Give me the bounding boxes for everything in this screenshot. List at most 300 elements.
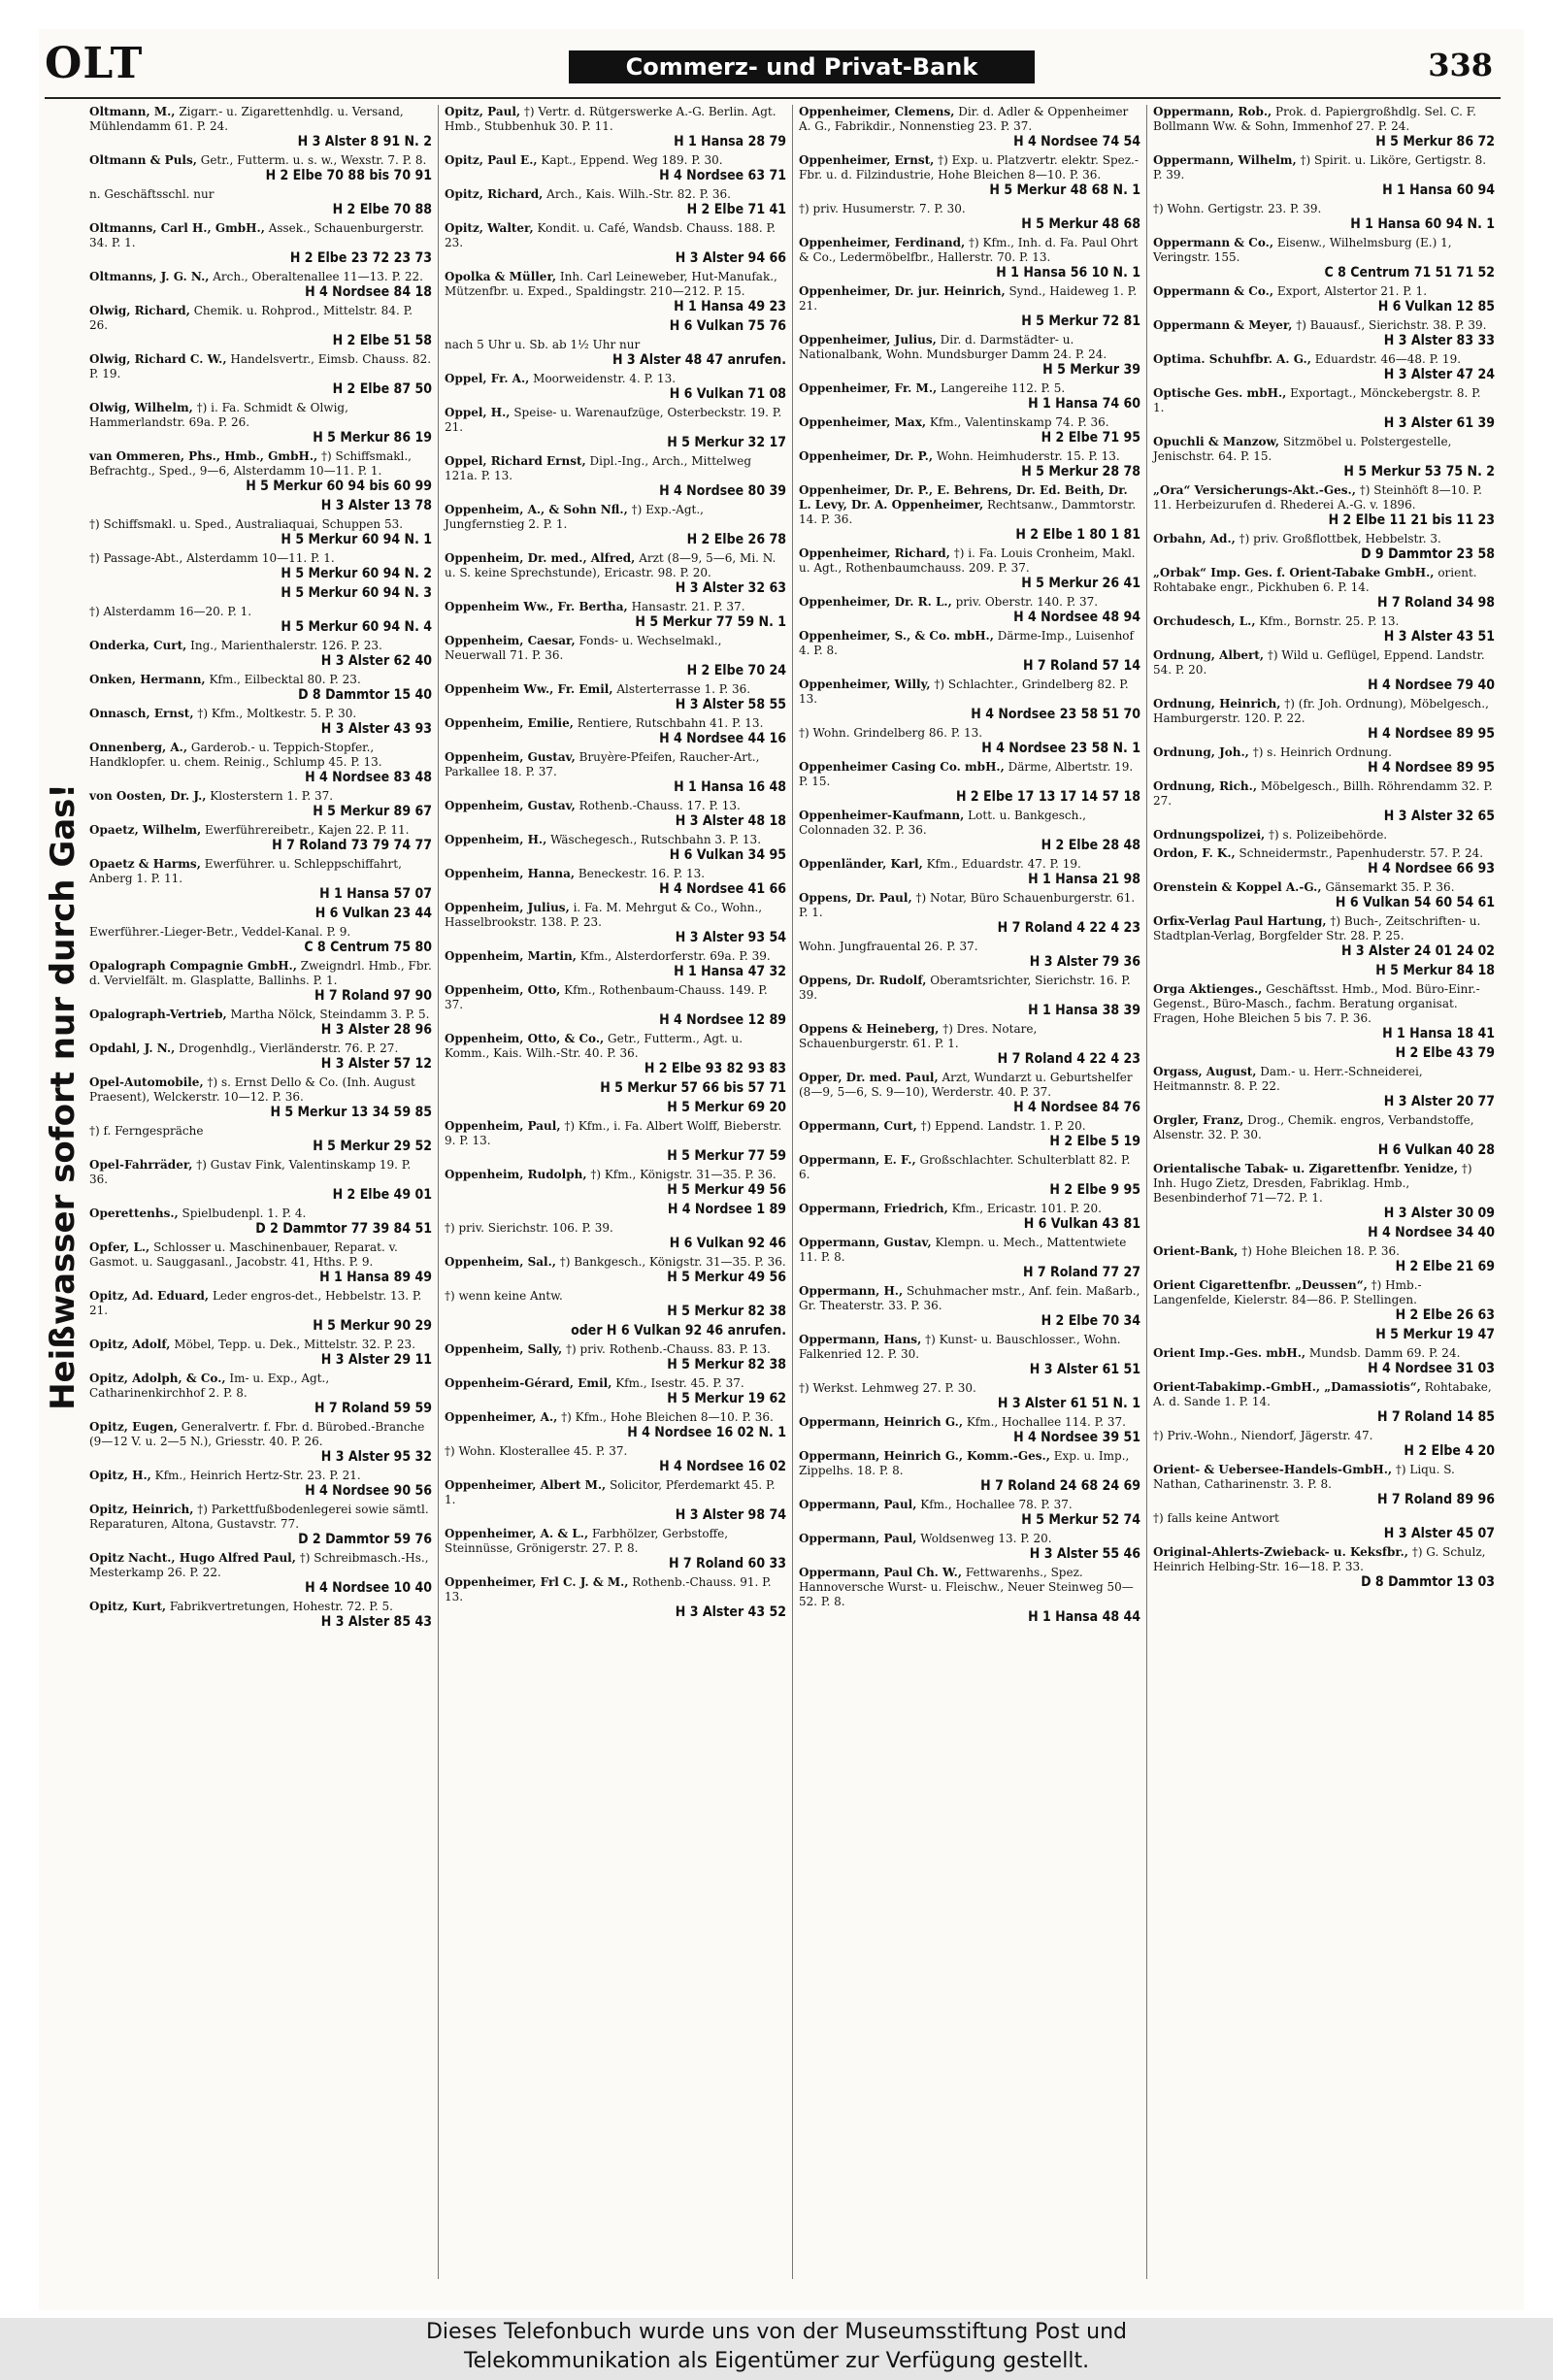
entry-details: †) Bankgesch., Königstr. 31—35. P. 36. bbox=[559, 1255, 786, 1269]
entry-details: Kfm., Isestr. 45. P. 37. bbox=[615, 1376, 744, 1390]
entry-phone: H 4 Nordsee 16 02 N. 1 bbox=[627, 1425, 786, 1440]
entry-body bbox=[89, 1041, 432, 1056]
entry-name: Oppenheimer, Ferdinand, bbox=[799, 236, 966, 249]
entry-name: Opper, Dr. med. Paul, bbox=[799, 1071, 939, 1084]
directory-entry bbox=[1153, 614, 1495, 645]
entry-phone: H 5 Merkur 82 38 bbox=[667, 1357, 786, 1372]
entry-body bbox=[1153, 386, 1495, 415]
entry-phone: H 1 Hansa 57 07 bbox=[319, 886, 432, 902]
entry-phone: H 5 Merkur 60 94 bis 60 99 bbox=[246, 479, 432, 494]
entry-details: Dir. d. Adler & Oppenheimer A. G., Fabrikdir., Nonnenstieg 23. P. 37. bbox=[799, 105, 1129, 133]
entry-name: Opitz, Ad. Eduard, bbox=[89, 1289, 210, 1303]
directory-entry bbox=[89, 925, 432, 955]
entry-name: Oppenheimer, Albert M., bbox=[445, 1478, 607, 1492]
entry-details: Klosterstern 1. P. 37. bbox=[210, 789, 334, 803]
entry-details: Eisenw., Wilhelmsburg (E.) 1, Veringstr. 155. bbox=[1153, 236, 1452, 264]
entry-name: Oppermann, Paul Ch. W., bbox=[799, 1566, 962, 1579]
entry-body bbox=[445, 1032, 786, 1061]
entry-body bbox=[799, 809, 1140, 838]
entry-phone: H 2 Elbe 17 13 17 14 57 18 bbox=[955, 789, 1140, 805]
directory-entry bbox=[445, 682, 786, 712]
entry-phone: H 7 Roland 97 90 bbox=[314, 988, 432, 1004]
directory-entry bbox=[799, 1119, 1140, 1149]
entry-name: Ordnung, Joh., bbox=[1153, 745, 1249, 759]
entry-details: †) Buch-, Zeitschriften- u. Stadtplan-Verlag, Borgfelder Str. 28. P. 25. bbox=[1153, 914, 1481, 942]
entry-name: Oppermann, Hans, bbox=[799, 1333, 922, 1346]
entry-name: Oppenheimer, Dr. jur. Heinrich, bbox=[799, 284, 1006, 298]
entry-name: Oppermann, Paul, bbox=[799, 1498, 917, 1511]
directory-entry bbox=[445, 716, 786, 746]
entry-details: Bruyère-Pfeifen, Raucher-Art., Parkallee 18. P. 37. bbox=[445, 750, 760, 778]
entry-name: Oppermann, Heinrich G., Komm.-Ges., bbox=[799, 1449, 1050, 1463]
entry-phone: D 2 Dammtor 77 39 84 51 bbox=[255, 1221, 432, 1237]
directory-entry bbox=[445, 1323, 786, 1339]
entry-name: Opitz, Walter, bbox=[445, 221, 534, 235]
entry-details: Kfm., Bornstr. 25. P. 13. bbox=[1259, 614, 1400, 628]
entry-details: Wohn. Jungfrauental 26. P. 37. bbox=[799, 940, 978, 953]
entry-phone: H 7 Roland 14 85 bbox=[1376, 1409, 1495, 1425]
entry-name: Oppenheimer, A. & L., bbox=[445, 1527, 589, 1540]
entry-phone: H 5 Merkur 48 68 bbox=[1021, 216, 1140, 232]
entry-body bbox=[445, 1527, 786, 1556]
entry-phone: H 3 Alster 61 39 bbox=[1383, 415, 1495, 431]
entry-name: Oppens, Dr. Paul, bbox=[799, 891, 912, 905]
entry-name: Opitz, Kurt, bbox=[89, 1600, 167, 1613]
entry-phone: H 2 Elbe 93 82 93 83 bbox=[644, 1061, 786, 1076]
entry-phone: H 4 Nordsee 83 48 bbox=[305, 770, 432, 785]
entry-name: Ordnung, Rich., bbox=[1153, 779, 1258, 793]
entry-body bbox=[89, 1372, 432, 1401]
entry-phone: oder H 6 Vulkan 92 46 anrufen. bbox=[571, 1323, 786, 1339]
directory-entry bbox=[445, 867, 786, 897]
entry-name: Opitz, Paul E., bbox=[445, 153, 538, 167]
directory-entry bbox=[445, 1221, 786, 1251]
entry-body bbox=[89, 449, 432, 479]
directory-entry bbox=[1153, 1380, 1495, 1425]
entry-name: Opuchli & Manzow, bbox=[1153, 435, 1280, 448]
entry-body bbox=[1153, 202, 1495, 216]
entry-details: Garderob.- u. Teppich-Stopfer., Handklopfer. u. chem. Reinig., Schlump 45. P. 13. bbox=[89, 741, 382, 769]
entry-name: Optische Ges. mbH., bbox=[1153, 386, 1287, 400]
entry-details: Arch., Kais. Wilh.-Str. 82. P. 36. bbox=[546, 187, 731, 201]
entry-body bbox=[799, 449, 1140, 464]
entry-body bbox=[799, 333, 1140, 362]
directory-entry bbox=[89, 105, 432, 149]
directory-entry bbox=[799, 202, 1140, 232]
entry-name: Orient-Bank, bbox=[1153, 1244, 1239, 1258]
entry-body bbox=[445, 1119, 786, 1148]
entry-name: Oppenheim, Gustav, bbox=[445, 799, 576, 812]
entry-body bbox=[89, 1503, 432, 1532]
entry-body bbox=[89, 352, 432, 381]
directory-entry bbox=[445, 1376, 786, 1406]
directory-entry bbox=[799, 153, 1140, 198]
directory-entry bbox=[1153, 435, 1495, 479]
directory-entry bbox=[89, 639, 432, 669]
entry-phone: H 3 Alster 45 07 bbox=[1383, 1526, 1495, 1541]
entry-details: Sitzmöbel u. Polstergestelle, Jenischstr. 64. P. 15. bbox=[1153, 435, 1452, 463]
directory-entry bbox=[1153, 963, 1495, 978]
entry-body bbox=[799, 1381, 1140, 1396]
entry-phone: H 5 Merkur 26 41 bbox=[1021, 576, 1140, 591]
entry-phone: H 5 Merkur 13 34 59 85 bbox=[270, 1105, 432, 1120]
entry-phone: H 2 Elbe 4 20 bbox=[1404, 1443, 1495, 1459]
directory-entry bbox=[445, 454, 786, 499]
entry-body bbox=[799, 1566, 1140, 1609]
directory-entry bbox=[1153, 1327, 1495, 1342]
entry-details: †) Schreibmasch.-Hs., Mesterkamp 26. P. 22. bbox=[89, 1551, 429, 1579]
entry-phone: H 4 Nordsee 90 56 bbox=[305, 1483, 432, 1499]
entry-name: Operettenhs., bbox=[89, 1207, 179, 1220]
entry-body bbox=[445, 221, 786, 250]
entry-details: †) Steinhöft 8—10. P. 11. Herbeizurufen d. Rhederei A.-G. v. 1896. bbox=[1153, 483, 1482, 512]
directory-entry bbox=[799, 284, 1140, 329]
directory-column-2 bbox=[438, 105, 792, 2279]
directory-entry bbox=[89, 498, 432, 513]
entry-name: Oppens, Dr. Rudolf, bbox=[799, 974, 927, 987]
entry-phone: H 2 Elbe 70 34 bbox=[1041, 1313, 1140, 1329]
entry-phone: H 4 Nordsee 80 39 bbox=[659, 483, 786, 499]
entry-phone: H 7 Roland 73 79 74 77 bbox=[272, 838, 432, 853]
entry-body bbox=[445, 454, 786, 483]
directory-entry bbox=[445, 1575, 786, 1620]
directory-entry bbox=[445, 1080, 786, 1096]
entry-name: Oppenheim, Otto, & Co., bbox=[445, 1032, 605, 1045]
entry-details: Arzt (8—9, 5—6, Mi. N. u. S. keine Sprechstunde), Ericastr. 98. P. 20. bbox=[445, 551, 776, 579]
entry-phone: D 9 Dammtor 23 58 bbox=[1361, 546, 1495, 562]
entry-phone: H 4 Nordsee 41 66 bbox=[659, 881, 786, 897]
entry-details: †) Spirit. u. Liköre, Gertigstr. 8. P. 39. bbox=[1153, 153, 1487, 182]
entry-body bbox=[445, 1221, 786, 1236]
entry-body bbox=[89, 1158, 432, 1187]
directory-entry bbox=[1153, 846, 1495, 876]
entry-body bbox=[799, 483, 1140, 527]
directory-entry bbox=[89, 1469, 432, 1499]
entry-body bbox=[1153, 1511, 1495, 1526]
entry-name: Orgler, Franz, bbox=[1153, 1113, 1244, 1127]
entry-details: Handelsvertr., Eimsb. Chauss. 82. P. 19. bbox=[89, 352, 432, 380]
directory-entry bbox=[1153, 697, 1495, 742]
entry-phone: H 2 Elbe 49 01 bbox=[332, 1187, 432, 1203]
entry-details: Rechtsanw., Dammtorstr. 14. P. 36. bbox=[799, 498, 1137, 526]
entry-phone: H 3 Alster 30 09 bbox=[1383, 1206, 1495, 1221]
entry-phone: H 5 Merkur 19 47 bbox=[1375, 1327, 1495, 1342]
directory-entry bbox=[445, 1444, 786, 1474]
directory-entry bbox=[799, 1381, 1140, 1411]
entry-phone: H 1 Hansa 18 41 bbox=[1382, 1026, 1495, 1041]
entry-name: Oppel, Fr. A., bbox=[445, 372, 530, 385]
directory-entry bbox=[89, 959, 432, 1004]
entry-name: Orientalische Tabak- u. Zigarettenfbr. Yenidze, bbox=[1153, 1162, 1458, 1175]
entry-body bbox=[445, 1410, 786, 1425]
entry-name: Oppenheimer, Clemens, bbox=[799, 105, 955, 118]
directory-entry bbox=[1153, 566, 1495, 611]
entry-body bbox=[1153, 566, 1495, 595]
directory-entry bbox=[445, 1100, 786, 1115]
entry-phone: H 6 Vulkan 54 60 54 61 bbox=[1335, 895, 1495, 910]
directory-entry bbox=[89, 1041, 432, 1072]
entry-name: Oppenheim-Gérard, Emil, bbox=[445, 1376, 612, 1390]
entry-details: Kfm., Heinrich Hertz-Str. 23. P. 21. bbox=[154, 1469, 361, 1482]
entry-phone: H 4 Nordsee 10 40 bbox=[305, 1580, 432, 1596]
entry-name: „Orbak“ Imp. Ges. f. Orient-Tabake GmbH., bbox=[1153, 566, 1435, 579]
entry-body bbox=[1153, 614, 1495, 629]
entry-name: Oppenheim, Paul, bbox=[445, 1119, 561, 1133]
entry-body bbox=[89, 1420, 432, 1449]
entry-name: Oppenheimer, Willy, bbox=[799, 678, 931, 691]
entry-name: Orient-Tabakimp.-GmbH., „Damassiotis“, bbox=[1153, 1380, 1421, 1394]
entry-body bbox=[445, 1342, 786, 1357]
entry-body bbox=[1153, 1346, 1495, 1361]
entry-body bbox=[445, 1168, 786, 1182]
directory-entry bbox=[799, 1236, 1140, 1280]
entry-phone: H 4 Nordsee 1 89 bbox=[667, 1202, 786, 1217]
entry-phone: H 4 Nordsee 44 16 bbox=[659, 731, 786, 746]
entry-details: †) Bauausf., Sierichstr. 38. P. 39. bbox=[1296, 318, 1487, 332]
entry-name: Oppenheim, Emilie, bbox=[445, 716, 574, 730]
directory-entry bbox=[1153, 648, 1495, 693]
entry-name: Oppermann, Gustav, bbox=[799, 1236, 932, 1249]
entry-phone: H 7 Roland 89 96 bbox=[1376, 1492, 1495, 1507]
entry-details: †) Parkettfußbodenlegerei sowie sämtl. Reparaturen, Altona, Gustavstr. 77. bbox=[89, 1503, 429, 1531]
entry-phone: H 7 Roland 34 98 bbox=[1376, 595, 1495, 611]
entry-name: Opolka & Müller, bbox=[445, 270, 557, 283]
directory-entry bbox=[1153, 105, 1495, 149]
entry-body bbox=[89, 959, 432, 988]
directory-entry bbox=[799, 1284, 1140, 1329]
entry-body bbox=[445, 187, 786, 202]
entry-phone: H 3 Alster 13 78 bbox=[320, 498, 432, 513]
directory-entry bbox=[89, 1158, 432, 1203]
directory-entry bbox=[799, 891, 1140, 936]
entry-details: Schuhmacher mstr., Anf. fein. Maßarb., Gr. Theaterstr. 33. P. 36. bbox=[799, 1284, 1140, 1312]
entry-body bbox=[1153, 483, 1495, 512]
entry-name: Ordon, F. K., bbox=[1153, 846, 1236, 860]
entry-name: Oppenheim, Otto, bbox=[445, 983, 561, 997]
directory-entry bbox=[89, 517, 432, 547]
entry-details: Leder engros-det., Hebbelstr. 13. P. 21. bbox=[89, 1289, 422, 1317]
entry-details: Fonds- u. Wechselmakl., Neuerwall 71. P. 36. bbox=[445, 634, 722, 662]
directory-entry bbox=[445, 105, 786, 149]
entry-body bbox=[1153, 1463, 1495, 1492]
entry-phone: H 3 Alster 57 12 bbox=[320, 1056, 432, 1072]
entry-details: †) G. Schulz, Heinrich Helbing-Str. 16—18. P. 33. bbox=[1153, 1545, 1486, 1573]
entry-body bbox=[89, 1207, 432, 1221]
directory-entry bbox=[89, 585, 432, 601]
entry-phone: H 2 Elbe 11 21 bis 11 23 bbox=[1328, 512, 1495, 528]
directory-entry bbox=[445, 1168, 786, 1198]
entry-body bbox=[1153, 880, 1495, 895]
entry-phone: H 3 Alster 58 55 bbox=[675, 697, 786, 712]
entry-body bbox=[799, 1202, 1140, 1216]
directory-entry bbox=[445, 799, 786, 829]
entry-body bbox=[445, 551, 786, 580]
directory-column-3 bbox=[792, 105, 1146, 2279]
side-advertisement bbox=[39, 757, 87, 1437]
entry-body bbox=[1153, 1429, 1495, 1443]
footer-line-1: Dieses Telefonbuch wurde uns von der Museumsstiftung Post und bbox=[425, 2320, 1128, 2344]
entry-details: Zigarr.- u. Zigarettenhdlg. u. Versand, Mühlendamm 61. P. 24. bbox=[89, 105, 404, 133]
entry-name: Oppenheimer Casing Co. mbH., bbox=[799, 760, 1005, 774]
header-section-title: OLT bbox=[45, 39, 144, 88]
entry-phone: H 4 Nordsee 23 58 N. 1 bbox=[981, 741, 1140, 756]
directory-column-1 bbox=[83, 105, 438, 2279]
entry-details: Möbelgesch., Billh. Röhrendamm 32. P. 27. bbox=[1153, 779, 1493, 808]
directory-entry bbox=[89, 1420, 432, 1465]
entry-body bbox=[445, 799, 786, 813]
directory-entry bbox=[445, 318, 786, 334]
entry-name: Opaetz & Harms, bbox=[89, 857, 201, 871]
entry-details: †) Kunst- u. Bauschlosser., Wohn. Falkenried 12. P. 30. bbox=[799, 1333, 1121, 1361]
entry-name: Opitz, Adolf, bbox=[89, 1338, 171, 1351]
entry-name: Orient- & Uebersee-Handels-GmbH., bbox=[1153, 1463, 1393, 1476]
entry-name: Onken, Hermann, bbox=[89, 673, 206, 686]
entry-details: Rohtabake, A. d. Sande 1. P. 14. bbox=[1153, 1380, 1492, 1408]
directory-entry bbox=[799, 1333, 1140, 1377]
entry-body bbox=[799, 381, 1140, 396]
entry-phone: H 3 Alster 47 24 bbox=[1383, 367, 1495, 382]
entry-details: Klempn. u. Mech., Mattentwiete 11. P. 8. bbox=[799, 1236, 1127, 1264]
entry-body bbox=[1153, 352, 1495, 367]
entry-details: n. Geschäftsschl. nur bbox=[89, 187, 215, 201]
entry-details: Wäschegesch., Rutschbahn 3. P. 13. bbox=[550, 833, 762, 846]
directory-entry bbox=[1153, 880, 1495, 910]
directory-entry bbox=[89, 906, 432, 921]
entry-body bbox=[1153, 236, 1495, 265]
entry-name: Orfix-Verlag Paul Hartung, bbox=[1153, 914, 1327, 928]
directory-entry bbox=[89, 401, 432, 446]
entry-details: †) Exp.-Agt., Jungfernstieg 2. P. 1. bbox=[445, 503, 704, 531]
entry-details: †) Priv.-Wohn., Niendorf, Jägerstr. 47. bbox=[1153, 1429, 1373, 1442]
entry-name: Oppenheim, Sal., bbox=[445, 1255, 556, 1269]
entry-name: Oltmann, M., bbox=[89, 105, 176, 118]
entry-details: Prok. d. Papiergroßhdlg. Sel. C. F. Bollmann Ww. & Sohn, Immenhof 27. P. 24. bbox=[1153, 105, 1476, 133]
entry-phone: H 2 Elbe 1 80 1 81 bbox=[1015, 527, 1140, 543]
page-number: 338 bbox=[1428, 47, 1493, 83]
entry-name: Opitz, Paul, bbox=[445, 105, 521, 118]
entry-phone: H 3 Alster 95 32 bbox=[320, 1449, 432, 1465]
entry-name: Oppenheimer, Dr. P., E. Behrens, Dr. Ed. Beith, Dr. L. Levy, Dr. A. Oppenheimer, bbox=[799, 483, 1128, 512]
entry-name: Orient Imp.-Ges. mbH., bbox=[1153, 1346, 1306, 1360]
directory-entry bbox=[89, 270, 432, 300]
entry-details: Gänsemarkt 35. P. 36. bbox=[1325, 880, 1455, 894]
entry-details: Därme-Imp., Luisenhof 4. P. 8. bbox=[799, 629, 1134, 657]
entry-phone: H 6 Vulkan 34 95 bbox=[669, 847, 786, 863]
entry-phone: H 3 Alster 62 40 bbox=[320, 653, 432, 669]
entry-details: †) s. Polizeibehörde. bbox=[1269, 828, 1388, 842]
entry-name: Oppenheim, Julius, bbox=[445, 901, 570, 914]
entry-details: †) Notar, Büro Schauenburgerstr. 61. P. 1. bbox=[799, 891, 1136, 919]
entry-name: Oppermann, Wilhelm, bbox=[1153, 153, 1297, 167]
entry-phone: H 3 Alster 55 46 bbox=[1029, 1546, 1140, 1562]
directory-entry bbox=[445, 833, 786, 863]
entry-name: Oppel, H., bbox=[445, 406, 511, 419]
directory-entry bbox=[799, 236, 1140, 281]
entry-name: Oltmanns, Carl H., GmbH., bbox=[89, 221, 265, 235]
entry-body bbox=[799, 1284, 1140, 1313]
entry-body bbox=[1153, 982, 1495, 1026]
entry-phone: H 4 Nordsee 23 58 51 70 bbox=[971, 707, 1140, 722]
entry-name: Optima. Schuhfbr. A. G., bbox=[1153, 352, 1311, 366]
entry-details: Oberamtsrichter, Sierichstr. 16. P. 39. bbox=[799, 974, 1131, 1002]
entry-name: Oppenheimer, Dr. P., bbox=[799, 449, 934, 463]
directory-entry bbox=[1153, 386, 1495, 431]
directory-entry bbox=[445, 750, 786, 795]
directory-entry bbox=[89, 857, 432, 902]
directory-entry bbox=[89, 551, 432, 581]
entry-phone: H 3 Alster 98 74 bbox=[675, 1507, 786, 1523]
entry-body bbox=[445, 682, 786, 697]
entry-body bbox=[445, 949, 786, 964]
entry-phone: H 2 Elbe 87 50 bbox=[332, 381, 432, 397]
entry-details: Großschlachter. Schulterblatt 82. P. 6. bbox=[799, 1153, 1131, 1181]
entry-details: Kfm., Alsterdorferstr. 69a. P. 39. bbox=[579, 949, 771, 963]
entry-body bbox=[1153, 828, 1495, 843]
entry-phone: H 5 Merkur 69 20 bbox=[667, 1100, 786, 1115]
directory-entry bbox=[1153, 1244, 1495, 1274]
entry-body bbox=[1153, 846, 1495, 861]
directory-entry bbox=[799, 546, 1140, 591]
header-bank-banner: Commerz- und Privat-Bank bbox=[569, 50, 1035, 83]
entry-body bbox=[799, 1153, 1140, 1182]
entry-details: Lott. u. Bankgesch., Colonnaden 32. P. 36. bbox=[799, 809, 1086, 837]
entry-name: Oppenheim, Rudolph, bbox=[445, 1168, 587, 1181]
entry-body bbox=[1153, 532, 1495, 546]
entry-details: †) i. Fa. Schmidt & Olwig, Hammerlandstr. 69a. P. 26. bbox=[89, 401, 348, 429]
entry-body bbox=[445, 716, 786, 731]
entry-phone: H 6 Vulkan 23 44 bbox=[314, 906, 432, 921]
entry-phone: H 3 Alster 48 47 anrufen. bbox=[611, 352, 786, 368]
entry-details: Getr., Futterm., Agt. u. Komm., Kais. Wilh.-Str. 40. P. 36. bbox=[445, 1032, 743, 1060]
entry-phone: H 2 Elbe 5 19 bbox=[1049, 1134, 1140, 1149]
directory-entry bbox=[89, 304, 432, 348]
entry-name: van Ommeren, Phs., Hmb., GmbH., bbox=[89, 449, 318, 463]
entry-name: Oppens & Heineberg, bbox=[799, 1022, 940, 1036]
entry-phone: H 4 Nordsee 39 51 bbox=[1013, 1430, 1140, 1445]
entry-details: †) Wohn. Gertigstr. 23. P. 39. bbox=[1153, 202, 1322, 215]
directory-entry bbox=[445, 372, 786, 402]
entry-body bbox=[445, 1478, 786, 1507]
entry-phone: H 4 Nordsee 84 18 bbox=[305, 284, 432, 300]
entry-details: Langereihe 112. P. 5. bbox=[941, 381, 1066, 395]
entry-body bbox=[799, 595, 1140, 610]
entry-phone: H 6 Vulkan 75 76 bbox=[669, 318, 786, 334]
directory-entry bbox=[445, 1119, 786, 1164]
entry-details: i. Fa. M. Mehrgut & Co., Wohn., Hasselbrookstr. 138. P. 23. bbox=[445, 901, 763, 929]
entry-name: Oppenheim, A., & Sohn Nfl., bbox=[445, 503, 628, 516]
entry-phone: H 5 Merkur 39 bbox=[1042, 362, 1140, 378]
entry-phone: H 1 Hansa 16 48 bbox=[674, 779, 786, 795]
entry-phone: H 3 Alster 43 52 bbox=[675, 1604, 786, 1620]
entry-phone: H 5 Merkur 60 94 N. 2 bbox=[281, 566, 432, 581]
directory-entry bbox=[1153, 236, 1495, 281]
entry-body bbox=[445, 833, 786, 847]
entry-name: Oppenheim, Hanna, bbox=[445, 867, 576, 880]
entry-name: von Oosten, Dr. J., bbox=[89, 789, 207, 803]
entry-body bbox=[89, 1075, 432, 1105]
directory-entry bbox=[1153, 1346, 1495, 1376]
entry-details: Export, Alstertor 21. P. 1. bbox=[1276, 284, 1428, 298]
entry-name: Orga Aktienges., bbox=[1153, 982, 1263, 996]
entry-phone: H 7 Roland 57 14 bbox=[1022, 658, 1140, 674]
entry-details: †) Dres. Notare, Schauenburgerstr. 61. P. 1. bbox=[799, 1022, 1038, 1050]
entry-details: †) Passage-Abt., Alsterdamm 10—11. P. 1. bbox=[89, 551, 335, 565]
directory-entry bbox=[445, 1032, 786, 1076]
entry-name: Oppenheim, Gustav, bbox=[445, 750, 576, 764]
entry-body bbox=[445, 600, 786, 614]
directory-entry bbox=[799, 333, 1140, 378]
entry-details: †) priv. Husumerstr. 7. P. 30. bbox=[799, 202, 966, 215]
